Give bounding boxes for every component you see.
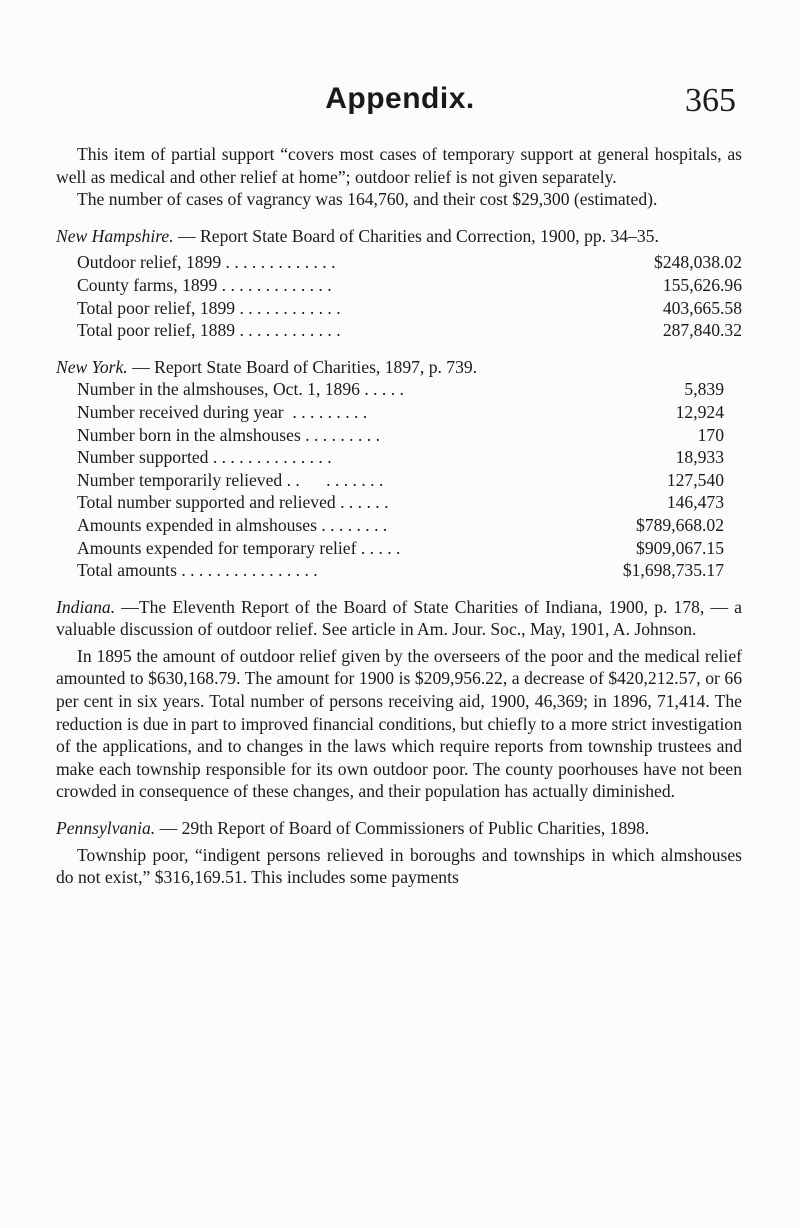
table-row: [77, 514, 724, 537]
row-label: Total poor relief, 1899 . . . . . . . . . . . .: [77, 297, 341, 318]
table-row: [77, 446, 724, 469]
state-name: Indiana.: [56, 596, 116, 617]
state-name: New Hampshire.: [56, 225, 174, 246]
indiana-paragraph: In 1895 the amount of outdoor relief given by the overseers of the poor and the medical relief amounted to $630,168.79. The amount for 1900 is $209,956.22, a decrease of $420,212.57, or 66 per cent in six years. Total number of persons receiving aid, 1900, 46,369; in 1896, 71,414. The reduction is due in part to improved financial conditions, but chiefly to a more strict investigation of the applications, and to changes in the laws which require reports from township trustees and make each township responsible for its own outdoor poor. The county poorhouses have not been crowded in consequence of these changes, and their population has actually diminished.: [56, 645, 742, 802]
table-row: [77, 491, 724, 514]
row-value: 403,665.58: [662, 297, 742, 318]
row-value: 155,626.96: [662, 274, 742, 295]
row-value: 5,839: [684, 379, 724, 400]
table-row: [77, 378, 724, 401]
row-label: Number in the almshouses, Oct. 1, 1896 . . . . .: [77, 379, 404, 400]
new-hampshire-heading: [56, 225, 742, 248]
table-row: [77, 401, 724, 424]
table-row: [77, 251, 742, 274]
table-row: [77, 274, 742, 297]
new-york-heading: [56, 356, 742, 379]
intro-paragraph-1: This item of partial support “covers most cases of temporary support at general hospitals, as well as medical and other relief at home”; outdoor relief is not given separately.: [56, 144, 742, 187]
new-york-table: [77, 378, 724, 581]
source-citation: —The Eleventh Report of the Board of State Charities of Indiana, 1900, p. 178, — a valuable discussion of outdoor relief. See article in Am. Jour. Soc., May, 1901, A. Johnson.: [56, 596, 742, 640]
page-number: 365: [685, 82, 736, 119]
row-label: Number temporarily relieved . . . . . . . . .: [77, 469, 384, 490]
pennsylvania-paragraph: Township poor, “indigent persons relieved in boroughs and townships in which almshouses do not exist,” $316,169.51. This includes some payments: [56, 844, 742, 888]
row-value: $789,668.02: [636, 514, 724, 535]
table-row: [77, 424, 724, 447]
pennsylvania-heading: [56, 817, 742, 840]
row-value: $248,038.02: [654, 252, 742, 273]
table-row: [77, 559, 724, 582]
row-label: Total poor relief, 1889 . . . . . . . . . . . .: [77, 320, 341, 341]
row-label: County farms, 1899 . . . . . . . . . . . . .: [77, 274, 332, 295]
row-label: Amounts expended in almshouses . . . . . . . .: [77, 514, 388, 535]
row-value: 146,473: [666, 492, 724, 513]
row-label: Total number supported and relieved . . . . . .: [77, 492, 389, 513]
body-text: [56, 143, 742, 889]
row-label: Number received during year . . . . . . . . .: [77, 401, 368, 422]
row-label: Outdoor relief, 1899 . . . . . . . . . . . . .: [77, 252, 336, 273]
table-row: [77, 469, 724, 492]
row-value: 287,840.32: [662, 320, 742, 341]
state-name: New York.: [56, 356, 128, 377]
indiana-entry: [56, 596, 742, 641]
source-citation: — Report State Board of Charities, 1897, p. 739.: [132, 356, 478, 377]
intro-paragraph-2: The number of cases of vagrancy was 164,760, and their cost $29,300 (estimated).: [77, 189, 658, 210]
row-value: 18,933: [675, 447, 724, 468]
source-citation: — Report State Board of Charities and Correction, 1900, pp. 34–35.: [178, 225, 659, 246]
page-title: Appendix.: [325, 82, 475, 115]
source-citation: — 29th Report of Board of Commissioners of Public Charities, 1898.: [159, 818, 650, 839]
state-name: Pennsylvania.: [56, 818, 156, 839]
row-value: 170: [697, 424, 724, 445]
row-value: $909,067.15: [636, 537, 724, 558]
row-label: Number supported . . . . . . . . . . . . . .: [77, 447, 332, 468]
table-row: [77, 297, 742, 320]
new-hampshire-table: [77, 251, 742, 341]
row-value: 127,540: [666, 469, 724, 490]
row-label: Number born in the almshouses . . . . . . . . .: [77, 424, 380, 445]
table-row: [77, 537, 724, 560]
row-value: 12,924: [675, 401, 724, 422]
table-row: [77, 319, 742, 342]
row-value: $1,698,735.17: [622, 560, 724, 581]
running-header: [0, 80, 800, 132]
row-label: Amounts expended for temporary relief . . . . .: [77, 537, 401, 558]
row-label: Total amounts . . . . . . . . . . . . . . . .: [77, 560, 318, 581]
